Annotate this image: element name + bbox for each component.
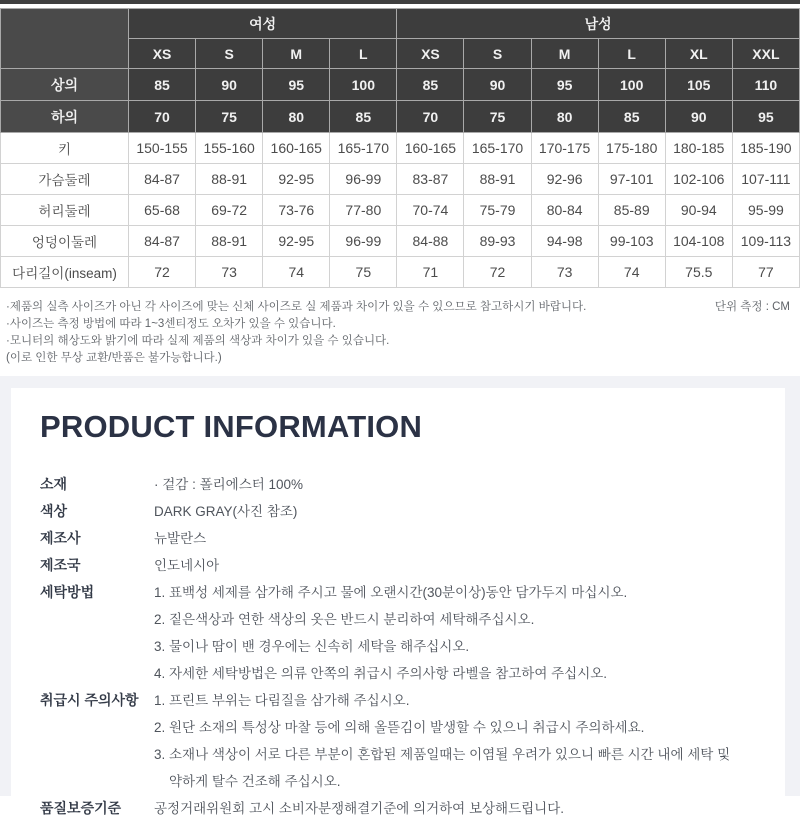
value-cell: 84-87: [129, 164, 196, 195]
value-cell: 90: [196, 69, 263, 101]
value-cell: 96-99: [330, 164, 397, 195]
info-row: [40, 579, 757, 687]
value-cell: 99-103: [598, 226, 665, 257]
value-cell: 85: [397, 69, 464, 101]
value-cell: 73: [196, 257, 263, 288]
size-table-body: [1, 9, 800, 288]
value-cell: 100: [330, 69, 397, 101]
value-cell: 70-74: [397, 195, 464, 226]
row-label-cell: 엉덩이둘레: [1, 226, 129, 257]
size-notes: [0, 288, 800, 367]
value-cell: 84-88: [397, 226, 464, 257]
value-cell: 65-68: [129, 195, 196, 226]
value-cell: 77: [732, 257, 799, 288]
size-header-cell: XS: [129, 39, 196, 69]
info-row: [40, 498, 757, 525]
product-info-list: [40, 471, 757, 822]
row-label-cell: 키: [1, 133, 129, 164]
value-cell: 84-87: [129, 226, 196, 257]
value-cell: 90: [464, 69, 531, 101]
row-label-cell: 가슴둘레: [1, 164, 129, 195]
value-cell: 90: [665, 101, 732, 133]
unit-label: 단위 측정 : CM: [714, 301, 790, 313]
value-cell: 71: [397, 257, 464, 288]
value-cell: 180-185: [665, 133, 732, 164]
info-value: [154, 552, 219, 579]
info-row: [40, 471, 757, 498]
info-row: [40, 795, 757, 822]
value-cell: 73-76: [263, 195, 330, 226]
value-cell: 155-160: [196, 133, 263, 164]
value-cell: 92-95: [263, 226, 330, 257]
value-cell: 170-175: [531, 133, 598, 164]
product-info-section: [0, 376, 800, 816]
info-value-line: DARK GRAY(사진 참조): [154, 504, 298, 519]
row-label-cell: 상의: [1, 69, 129, 101]
value-cell: 95: [263, 69, 330, 101]
product-info-card: [11, 388, 785, 822]
size-header-cell: S: [464, 39, 531, 69]
info-row: [40, 525, 757, 552]
info-value-line: 인도네시아: [154, 558, 220, 573]
info-value-line: 뉴발란스: [154, 531, 207, 546]
value-cell: 85: [598, 101, 665, 133]
info-value: [154, 687, 730, 795]
info-label: 취급시 주의사항: [40, 692, 139, 708]
info-value-line: 1. 프린트 부위는 다림질을 삼가해 주십시오.: [154, 693, 410, 708]
info-label: 제조사: [40, 530, 81, 546]
value-cell: 69-72: [196, 195, 263, 226]
info-row: [40, 552, 757, 579]
corner-cell: [1, 9, 129, 69]
value-cell: 160-165: [263, 133, 330, 164]
info-row: [40, 687, 757, 795]
value-cell: 100: [598, 69, 665, 101]
info-label: 소재: [40, 476, 68, 492]
value-cell: 104-108: [665, 226, 732, 257]
note-text: (이로 인한 무상 교환/반품은 불가능합니다.): [6, 352, 222, 364]
info-label: 제조국: [40, 557, 81, 573]
value-cell: 85-89: [598, 195, 665, 226]
size-header-cell: L: [598, 39, 665, 69]
row-label-cell: 허리둘레: [1, 195, 129, 226]
value-cell: 73: [531, 257, 598, 288]
value-cell: 72: [464, 257, 531, 288]
value-cell: 89-93: [464, 226, 531, 257]
info-value-line: 3. 소재나 색상이 서로 다른 부분이 혼합된 제품일때는 이염될 우려가 있으니 빠른 시간 내에 세탁 및: [154, 747, 731, 762]
info-value: [154, 795, 564, 822]
value-cell: 95-99: [732, 195, 799, 226]
note-text: ·모니터의 해상도와 밝기에 따라 실제 제품의 색상과 차이가 있을 수 있습니다.: [6, 335, 390, 347]
value-cell: 85: [330, 101, 397, 133]
note-line: [6, 299, 792, 316]
value-cell: 74: [263, 257, 330, 288]
size-header-cell: L: [330, 39, 397, 69]
value-cell: 95: [531, 69, 598, 101]
info-value-line: · 겉감 : 폴리에스터 100%: [154, 477, 304, 492]
size-header-cell: S: [196, 39, 263, 69]
value-cell: 88-91: [464, 164, 531, 195]
value-cell: 83-87: [397, 164, 464, 195]
size-header-cell: XL: [665, 39, 732, 69]
value-cell: 109-113: [732, 226, 799, 257]
info-value-line: 1. 표백성 세제를 삼가해 주시고 물에 오랜시간(30분이상)동안 담가두지 마십시오.: [154, 585, 628, 600]
value-cell: 150-155: [129, 133, 196, 164]
note-text: ·사이즈는 측정 방법에 따라 1~3센티정도 오차가 있을 수 있습니다.: [6, 318, 336, 330]
size-header-cell: M: [263, 39, 330, 69]
value-cell: 102-106: [665, 164, 732, 195]
value-cell: 92-95: [263, 164, 330, 195]
value-cell: 107-111: [732, 164, 799, 195]
value-cell: 75: [330, 257, 397, 288]
info-value-line: 2. 원단 소재의 특성상 마찰 등에 의해 올뜯김이 발생할 수 있으니 취급시 주의하세요.: [154, 720, 645, 735]
value-cell: 70: [397, 101, 464, 133]
info-value-line: 공정거래위원회 고시 소비자분쟁해결기준에 의거하여 보상해드립니다.: [154, 801, 564, 816]
value-cell: 94-98: [531, 226, 598, 257]
value-cell: 70: [129, 101, 196, 133]
value-cell: 80: [263, 101, 330, 133]
note-lines: [6, 316, 792, 367]
value-cell: 110: [732, 69, 799, 101]
value-cell: 80-84: [531, 195, 598, 226]
value-cell: 165-170: [330, 133, 397, 164]
value-cell: 75: [464, 101, 531, 133]
value-cell: 165-170: [464, 133, 531, 164]
note-text: ·제품의 실측 사이즈가 아닌 각 사이즈에 맞는 신체 사이즈로 실 제품과 차이가 있을 수 있으므로 참고하시기 바랍니다.: [6, 301, 587, 313]
info-value: [154, 525, 206, 552]
value-cell: 90-94: [665, 195, 732, 226]
value-cell: 88-91: [196, 164, 263, 195]
value-cell: 75-79: [464, 195, 531, 226]
row-label-cell: 다리길이(inseam): [1, 257, 129, 288]
product-info-title: PRODUCT INFORMATION: [40, 409, 423, 444]
value-cell: 175-180: [598, 133, 665, 164]
size-header-cell: XXL: [732, 39, 799, 69]
group-header-cell: 남성: [397, 9, 800, 39]
info-label: 세탁방법: [40, 584, 95, 600]
group-header-cell: 여성: [129, 9, 397, 39]
value-cell: 75.5: [665, 257, 732, 288]
size-table: [0, 8, 800, 288]
value-cell: 96-99: [330, 226, 397, 257]
value-cell: 72: [129, 257, 196, 288]
value-cell: 97-101: [598, 164, 665, 195]
info-value: [154, 579, 627, 687]
value-cell: 75: [196, 101, 263, 133]
value-cell: 160-165: [397, 133, 464, 164]
info-value: [154, 471, 303, 498]
value-cell: 85: [129, 69, 196, 101]
value-cell: 95: [732, 101, 799, 133]
value-cell: 105: [665, 69, 732, 101]
info-value: [154, 498, 297, 525]
info-label: 품질보증기준: [40, 800, 122, 816]
value-cell: 74: [598, 257, 665, 288]
value-cell: 88-91: [196, 226, 263, 257]
info-value-line: 2. 짙은색상과 연한 색상의 옷은 반드시 분리하여 세탁해주십시오.: [154, 612, 535, 627]
size-header-cell: M: [531, 39, 598, 69]
value-cell: 185-190: [732, 133, 799, 164]
info-value-line: 3. 물이나 땀이 밴 경우에는 신속히 세탁을 해주십시오.: [154, 639, 470, 654]
value-cell: 92-96: [531, 164, 598, 195]
info-value-line: 4. 자세한 세탁방법은 의류 안쪽의 취급시 주의사항 라벨을 참고하여 주십시오.: [154, 666, 608, 681]
info-value-line: 약하게 탈수 건조해 주십시오.: [154, 774, 341, 789]
value-cell: 80: [531, 101, 598, 133]
size-header-cell: XS: [397, 39, 464, 69]
info-label: 색상: [40, 503, 68, 519]
row-label-cell: 하의: [1, 101, 129, 133]
value-cell: 77-80: [330, 195, 397, 226]
